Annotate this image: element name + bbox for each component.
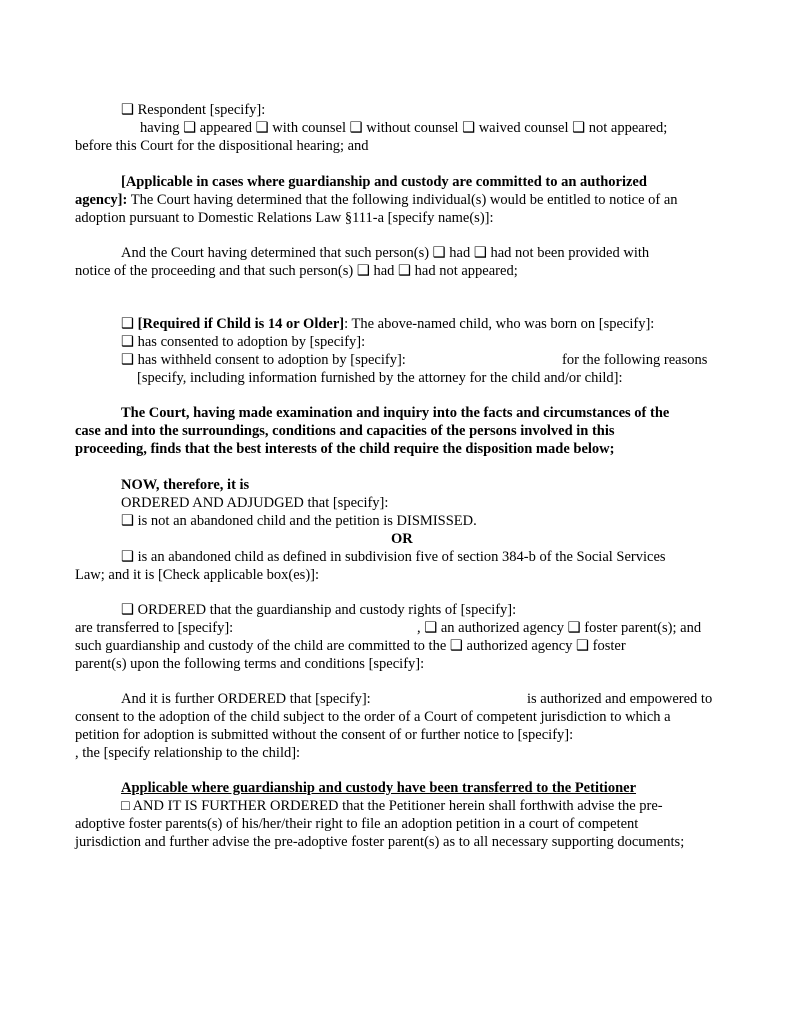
withheld-reasons: for the following reasons: [562, 352, 708, 368]
transferred-options: , ❑ an authorized agency ❑ foster parent(s); and: [417, 620, 702, 636]
guardianship-line3: such guardianship and custody of the child are committed to the ❑ authorized agency ❑ foster: [75, 638, 626, 654]
notice-line2: notice of the proceeding and that such person(s) ❑ had ❑ had not appeared;: [75, 263, 518, 279]
abandoned-line2: Law; and it is [Check applicable box(es)]:: [75, 567, 320, 583]
child14-heading: [121, 315, 654, 333]
notice-line1: And the Court having determined that such person(s) ❑ had ❑ had not been provided with: [121, 245, 650, 261]
agency-text: The Court having determined that the following individual(s) would be entitled to notice of an: [127, 192, 678, 208]
guardianship-line1: ❑ ORDERED that the guardianship and custody rights of [specify]:: [121, 602, 517, 618]
now-therefore: NOW, therefore, it is: [121, 477, 250, 493]
child14-bold: [Required if Child is 14 or Older]: [137, 316, 345, 332]
guardianship-line4: parent(s) upon the following terms and conditions [specify]:: [75, 656, 425, 672]
agency-paragraph-line2: adoption pursuant to Domestic Relations Law §111-a [specify name(s)]:: [75, 210, 494, 226]
further-ordered-line2: consent to the adoption of the child subject to the order of a Court of competent jurisdiction to which a: [75, 709, 671, 725]
withheld-line: ❑ has withheld consent to adoption by [specify]:: [121, 352, 406, 368]
not-abandoned-line: ❑ is not an abandoned child and the petition is DISMISSED.: [121, 513, 477, 529]
consented-line: ❑ has consented to adoption by [specify]:: [121, 334, 366, 350]
findings-line2: case and into the surroundings, conditions and capacities of the persons involved in this: [75, 423, 615, 439]
ordered-adjudged: ORDERED AND ADJUDGED that [specify]:: [121, 495, 389, 511]
agency-heading-cont: agency]:: [75, 192, 128, 208]
specify-info-line: [specify, including information furnished by the attorney for the child and/or child]:: [137, 370, 623, 386]
respondent-line: ❑ Respondent [specify]:: [121, 102, 266, 118]
petitioner-line2: adoptive foster parents(s) of his/her/their right to file an adoption petition in a court of competent: [75, 816, 639, 832]
agency-paragraph-line1: [75, 191, 678, 209]
transferred-to-line: are transferred to [specify]:: [75, 620, 234, 636]
child14-rest: : The above-named child, who was born on [specify]:: [344, 316, 655, 332]
agency-heading: [Applicable in cases where guardianship and custody are committed to an authorized: [121, 174, 647, 190]
checkbox: ❑: [121, 316, 138, 332]
findings-line1: The Court, having made examination and inquiry into the facts and circumstances of the: [121, 405, 670, 421]
respondent-appearance-line: having ❑ appeared ❑ with counsel ❑ without counsel ❑ waived counsel ❑ not appeared;: [140, 120, 668, 136]
further-ordered-line4: , the [specify relationship to the child]:: [75, 745, 301, 761]
further-ordered-line3: petition for adoption is submitted without the consent of or further notice to [specify]:: [75, 727, 574, 743]
or-label: OR: [391, 531, 413, 547]
authorized-empowered: is authorized and empowered to: [527, 691, 713, 707]
abandoned-line1: ❑ is an abandoned child as defined in subdivision five of section 384-b of the Social Services: [121, 549, 666, 565]
further-ordered-line1: And it is further ORDERED that [specify]:: [121, 691, 371, 707]
dispositional-hearing-line: before this Court for the dispositional hearing; and: [75, 138, 369, 154]
findings-line3: proceeding, finds that the best interests of the child require the disposition made below;: [75, 441, 615, 457]
petitioner-line1: □ AND IT IS FURTHER ORDERED that the Petitioner herein shall forthwith advise the pre-: [121, 798, 663, 814]
petitioner-line3: jurisdiction and further advise the pre-adoptive foster parent(s) as to all necessary supporting documents;: [75, 834, 685, 850]
petitioner-heading: Applicable where guardianship and custody have been transferred to the Petitioner: [121, 780, 637, 796]
